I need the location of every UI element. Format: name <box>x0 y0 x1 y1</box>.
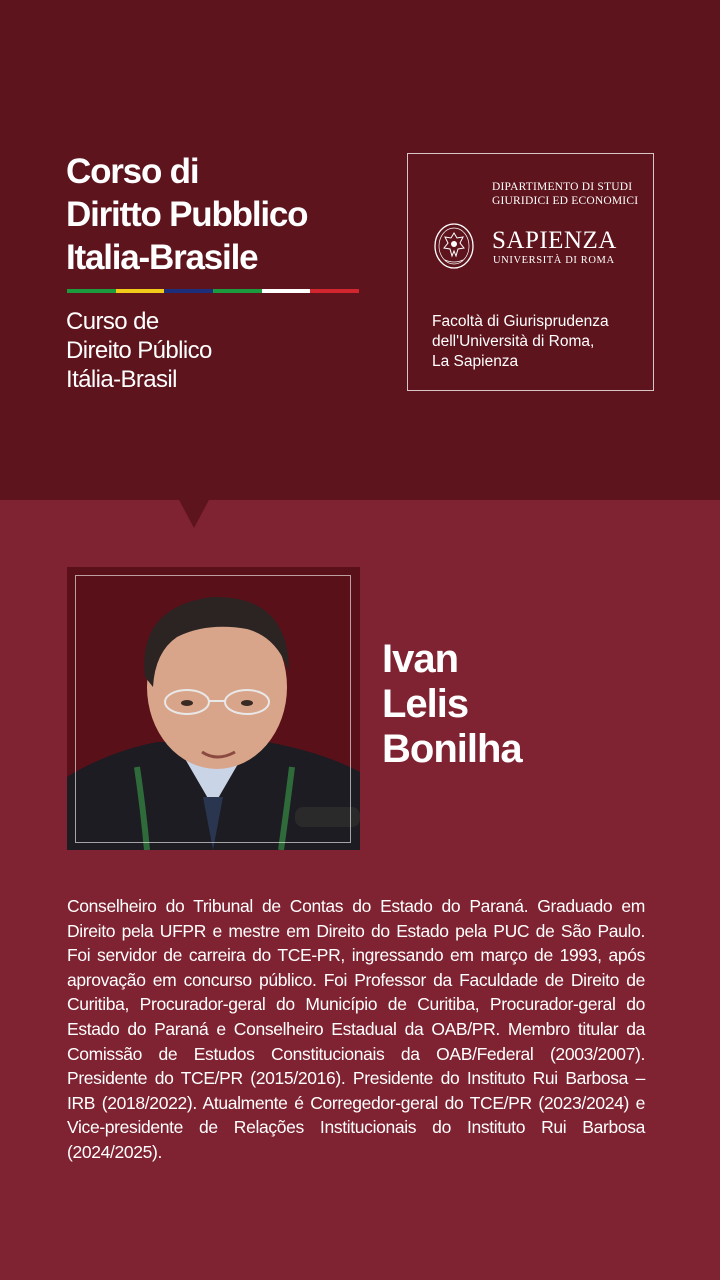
course-subtitle <box>66 307 366 394</box>
speaker-bio: Conselheiro do Tribunal de Contas do Estado do Paraná. Graduado em Direito pela UFPR e mestre em Direito do Estado pela PUC de São Paulo. Foi servidor de carreira do TCE-PR, ingressando em março de 1993, após aprovação em concurso público. Foi Professor da Faculdade de Direito de Curitiba, Procurador-geral do Município de Curitiba, Procurador-geral do Estado do Paraná e Conselheiro Estadual da OAB/PR. Membro titular da Comissão de Estudos Constitucionais da OAB/Federal (2003/2007). Presidente do TCE/PR (2015/2016). Presidente do Instituto Rui Barbosa – IRB (2018/2022). Atualmente é Corregedor-geral do TCE/PR (2023/2024) e Vice-presidente de Relações Institucionais do Instituto Rui Barbosa (2024/2025). <box>67 896 645 1162</box>
faculty-line: Facoltà di Giurisprudenza <box>432 313 609 330</box>
course-title-line: Corso di <box>66 152 199 191</box>
flag-segment-yellow <box>116 289 165 293</box>
department-line: DIPARTIMENTO DI STUDI <box>492 181 633 193</box>
course-title-line: Italia-Brasile <box>66 238 258 277</box>
university-city: UNIVERSITÀ DI ROMA <box>493 255 615 266</box>
course-title-line: Diritto Pubblico <box>66 195 308 234</box>
flag-segment-blue <box>164 289 213 293</box>
speaker-name-line: Lelis <box>382 682 469 726</box>
flag-color-bar <box>67 289 359 293</box>
flag-segment-green <box>67 289 116 293</box>
flag-segment-white <box>262 289 311 293</box>
department-name <box>408 180 653 208</box>
sapienza-logo-box <box>407 153 654 391</box>
faculty-line: La Sapienza <box>432 353 519 370</box>
sapienza-seal-icon <box>433 222 475 270</box>
department-line: GIURIDICI ED ECONOMICI <box>492 195 639 207</box>
university-name: SAPIENZA <box>492 227 617 254</box>
header-pointer <box>178 498 210 528</box>
flag-segment-red <box>310 289 359 293</box>
speaker-name-line: Bonilha <box>382 727 522 771</box>
flag-segment-green <box>213 289 262 293</box>
course-subtitle-line: Direito Público <box>66 337 212 364</box>
course-subtitle-line: Curso de <box>66 308 159 335</box>
faculty-name <box>432 312 647 372</box>
speaker-name-line: Ivan <box>382 637 459 681</box>
speaker-name <box>382 637 682 772</box>
speaker-photo <box>67 567 360 850</box>
faculty-line: dell'Università di Roma, <box>432 333 595 350</box>
course-title <box>66 150 386 279</box>
photo-frame <box>75 575 351 843</box>
course-subtitle-line: Itália-Brasil <box>66 366 177 393</box>
